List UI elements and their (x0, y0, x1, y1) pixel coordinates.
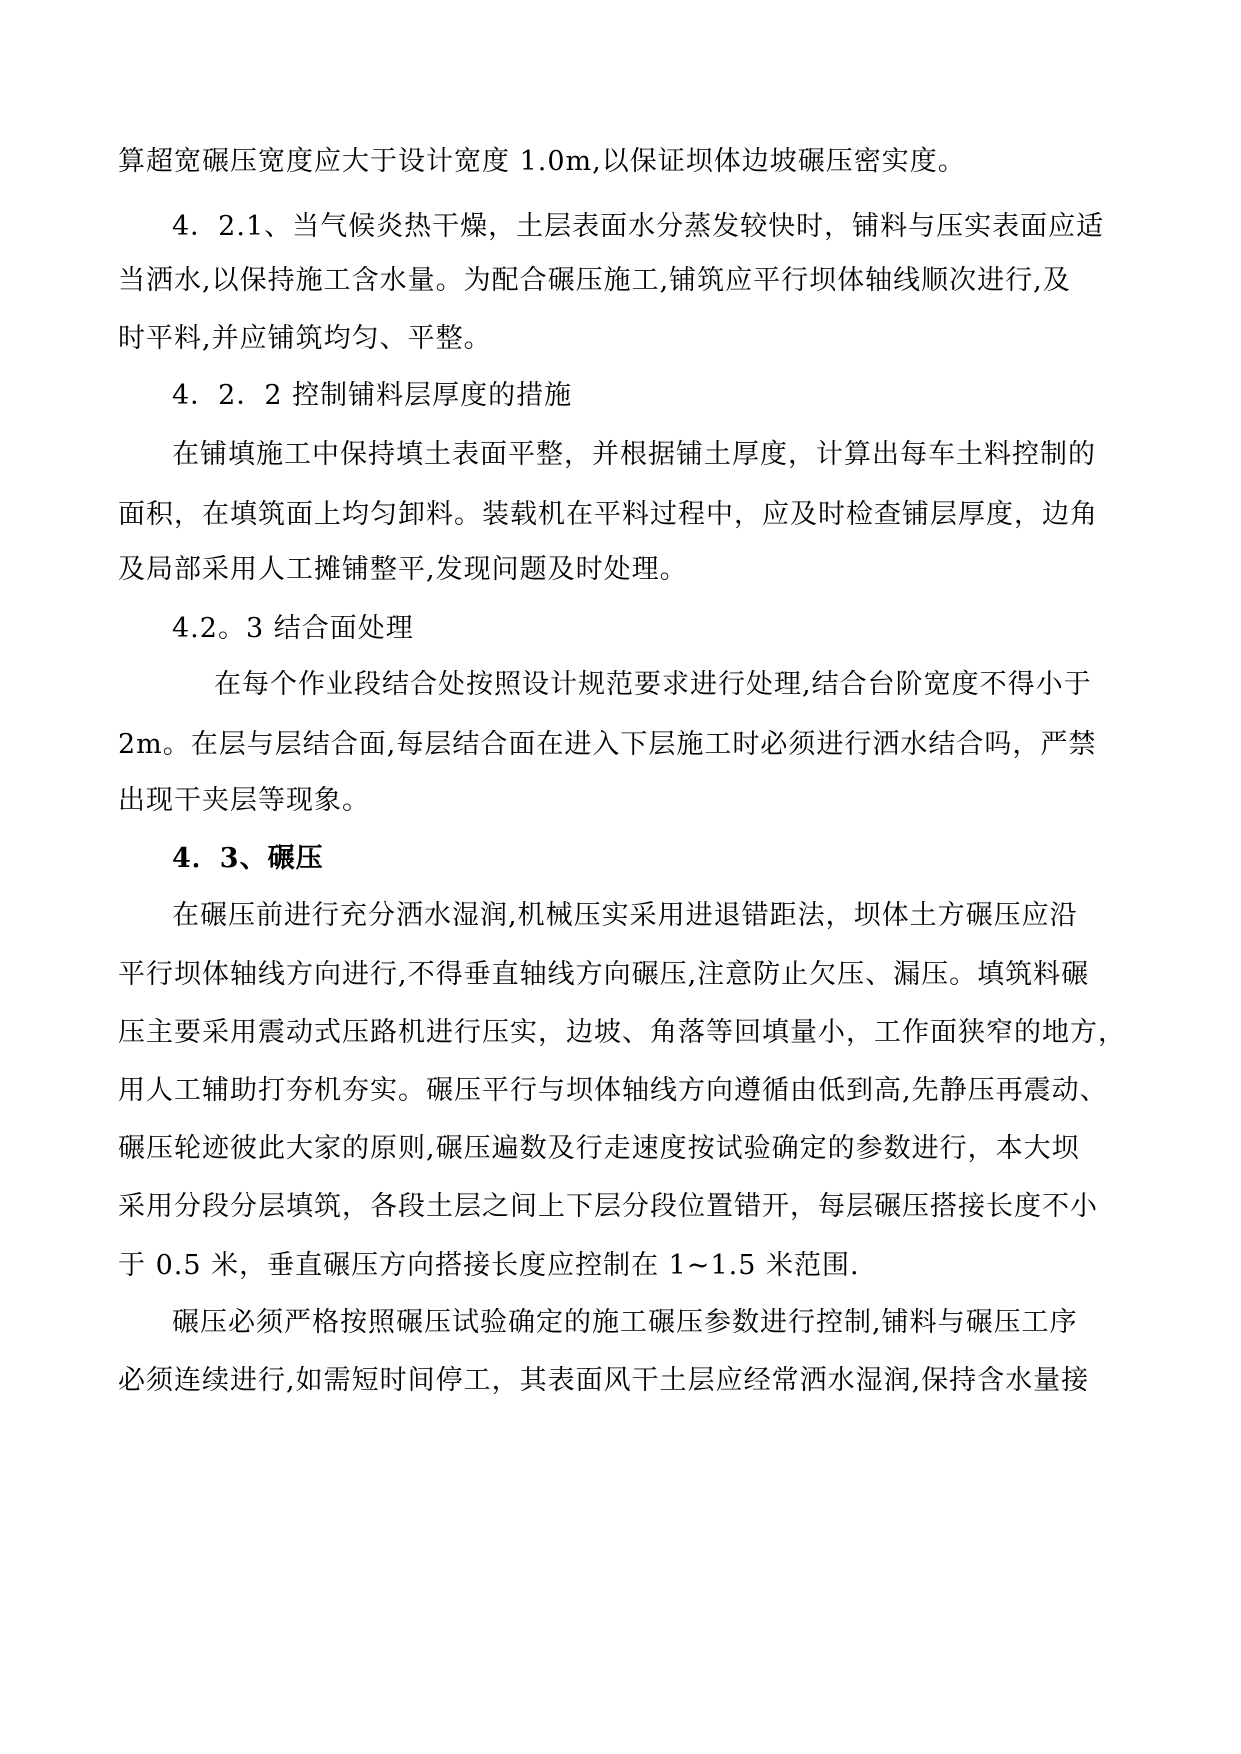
text-line: 及局部采用人工摊铺整平,发现问题及时处理。 (118, 554, 688, 585)
text-line: 用人工辅助打夯机夯实。碾压平行与坝体轴线方向遵循由低到高,先静压再震动、 (118, 1075, 1108, 1106)
text-line: 出现干夹层等现象。 (118, 785, 370, 816)
text-line: 平行坝体轴线方向进行,不得垂直轴线方向碾压,注意防止欠压、漏压。填筑料碾 (118, 959, 1090, 990)
text-line: 算超宽碾压宽度应大于设计宽度 1.0m,以保证坝体边坡碾压密实度。 (118, 146, 966, 177)
text-line: 面积，在填筑面上均匀卸料。装载机在平料过程中，应及时检查铺层厚度，边角 (118, 499, 1098, 530)
text-line: 4．2.1、当气候炎热干燥，土层表面水分蒸发较快时，铺料与压实表面应适 (172, 211, 1105, 242)
text-line: 在碾压前进行充分洒水湿润,机械压实采用进退错距法，坝体土方碾压应沿 (172, 900, 1078, 931)
text-line: 当洒水,以保持施工含水量。为配合碾压施工,铺筑应平行坝体轴线顺次进行,及 (118, 265, 1071, 296)
text-line: 必须连续进行,如需短时间停工，其表面风干土层应经常洒水湿润,保持含水量接 (118, 1365, 1090, 1396)
text-line: 在每个作业段结合处按照设计规范要求进行处理,结合台阶宽度不得小于 (214, 669, 1092, 700)
text-line: 碾压轮迹彼此大家的原则,碾压遍数及行走速度按试验确定的参数进行，本大坝 (118, 1133, 1080, 1164)
text-line: 压主要采用震动式压路机进行压实，边坡、角落等回填量小，工作面狭窄的地方， (118, 1017, 1126, 1048)
text-line: 于 0.5 米，垂直碾压方向搭接长度应控制在 1~1.5 米范围. (118, 1250, 860, 1281)
text-line: 时平料,并应铺筑均匀、平整。 (118, 323, 492, 354)
section-heading: 4．3、碾压 (172, 843, 324, 874)
section-heading: 4．2．2 控制铺料层厚度的措施 (172, 380, 573, 411)
section-heading: 4.2。3 结合面处理 (172, 613, 414, 644)
text-line: 2m。在层与层结合面,每层结合面在进入下层施工时必须进行洒水结合吗，严禁 (118, 729, 1097, 760)
text-line: 在铺填施工中保持填土表面平整，并根据铺土厚度，计算出每车土料控制的 (172, 439, 1096, 470)
text-line: 采用分段分层填筑，各段土层之间上下层分段位置错开，每层碾压搭接长度不小 (118, 1191, 1098, 1222)
text-line: 碾压必须严格按照碾压试验确定的施工碾压参数进行控制,铺料与碾压工序 (172, 1307, 1078, 1338)
